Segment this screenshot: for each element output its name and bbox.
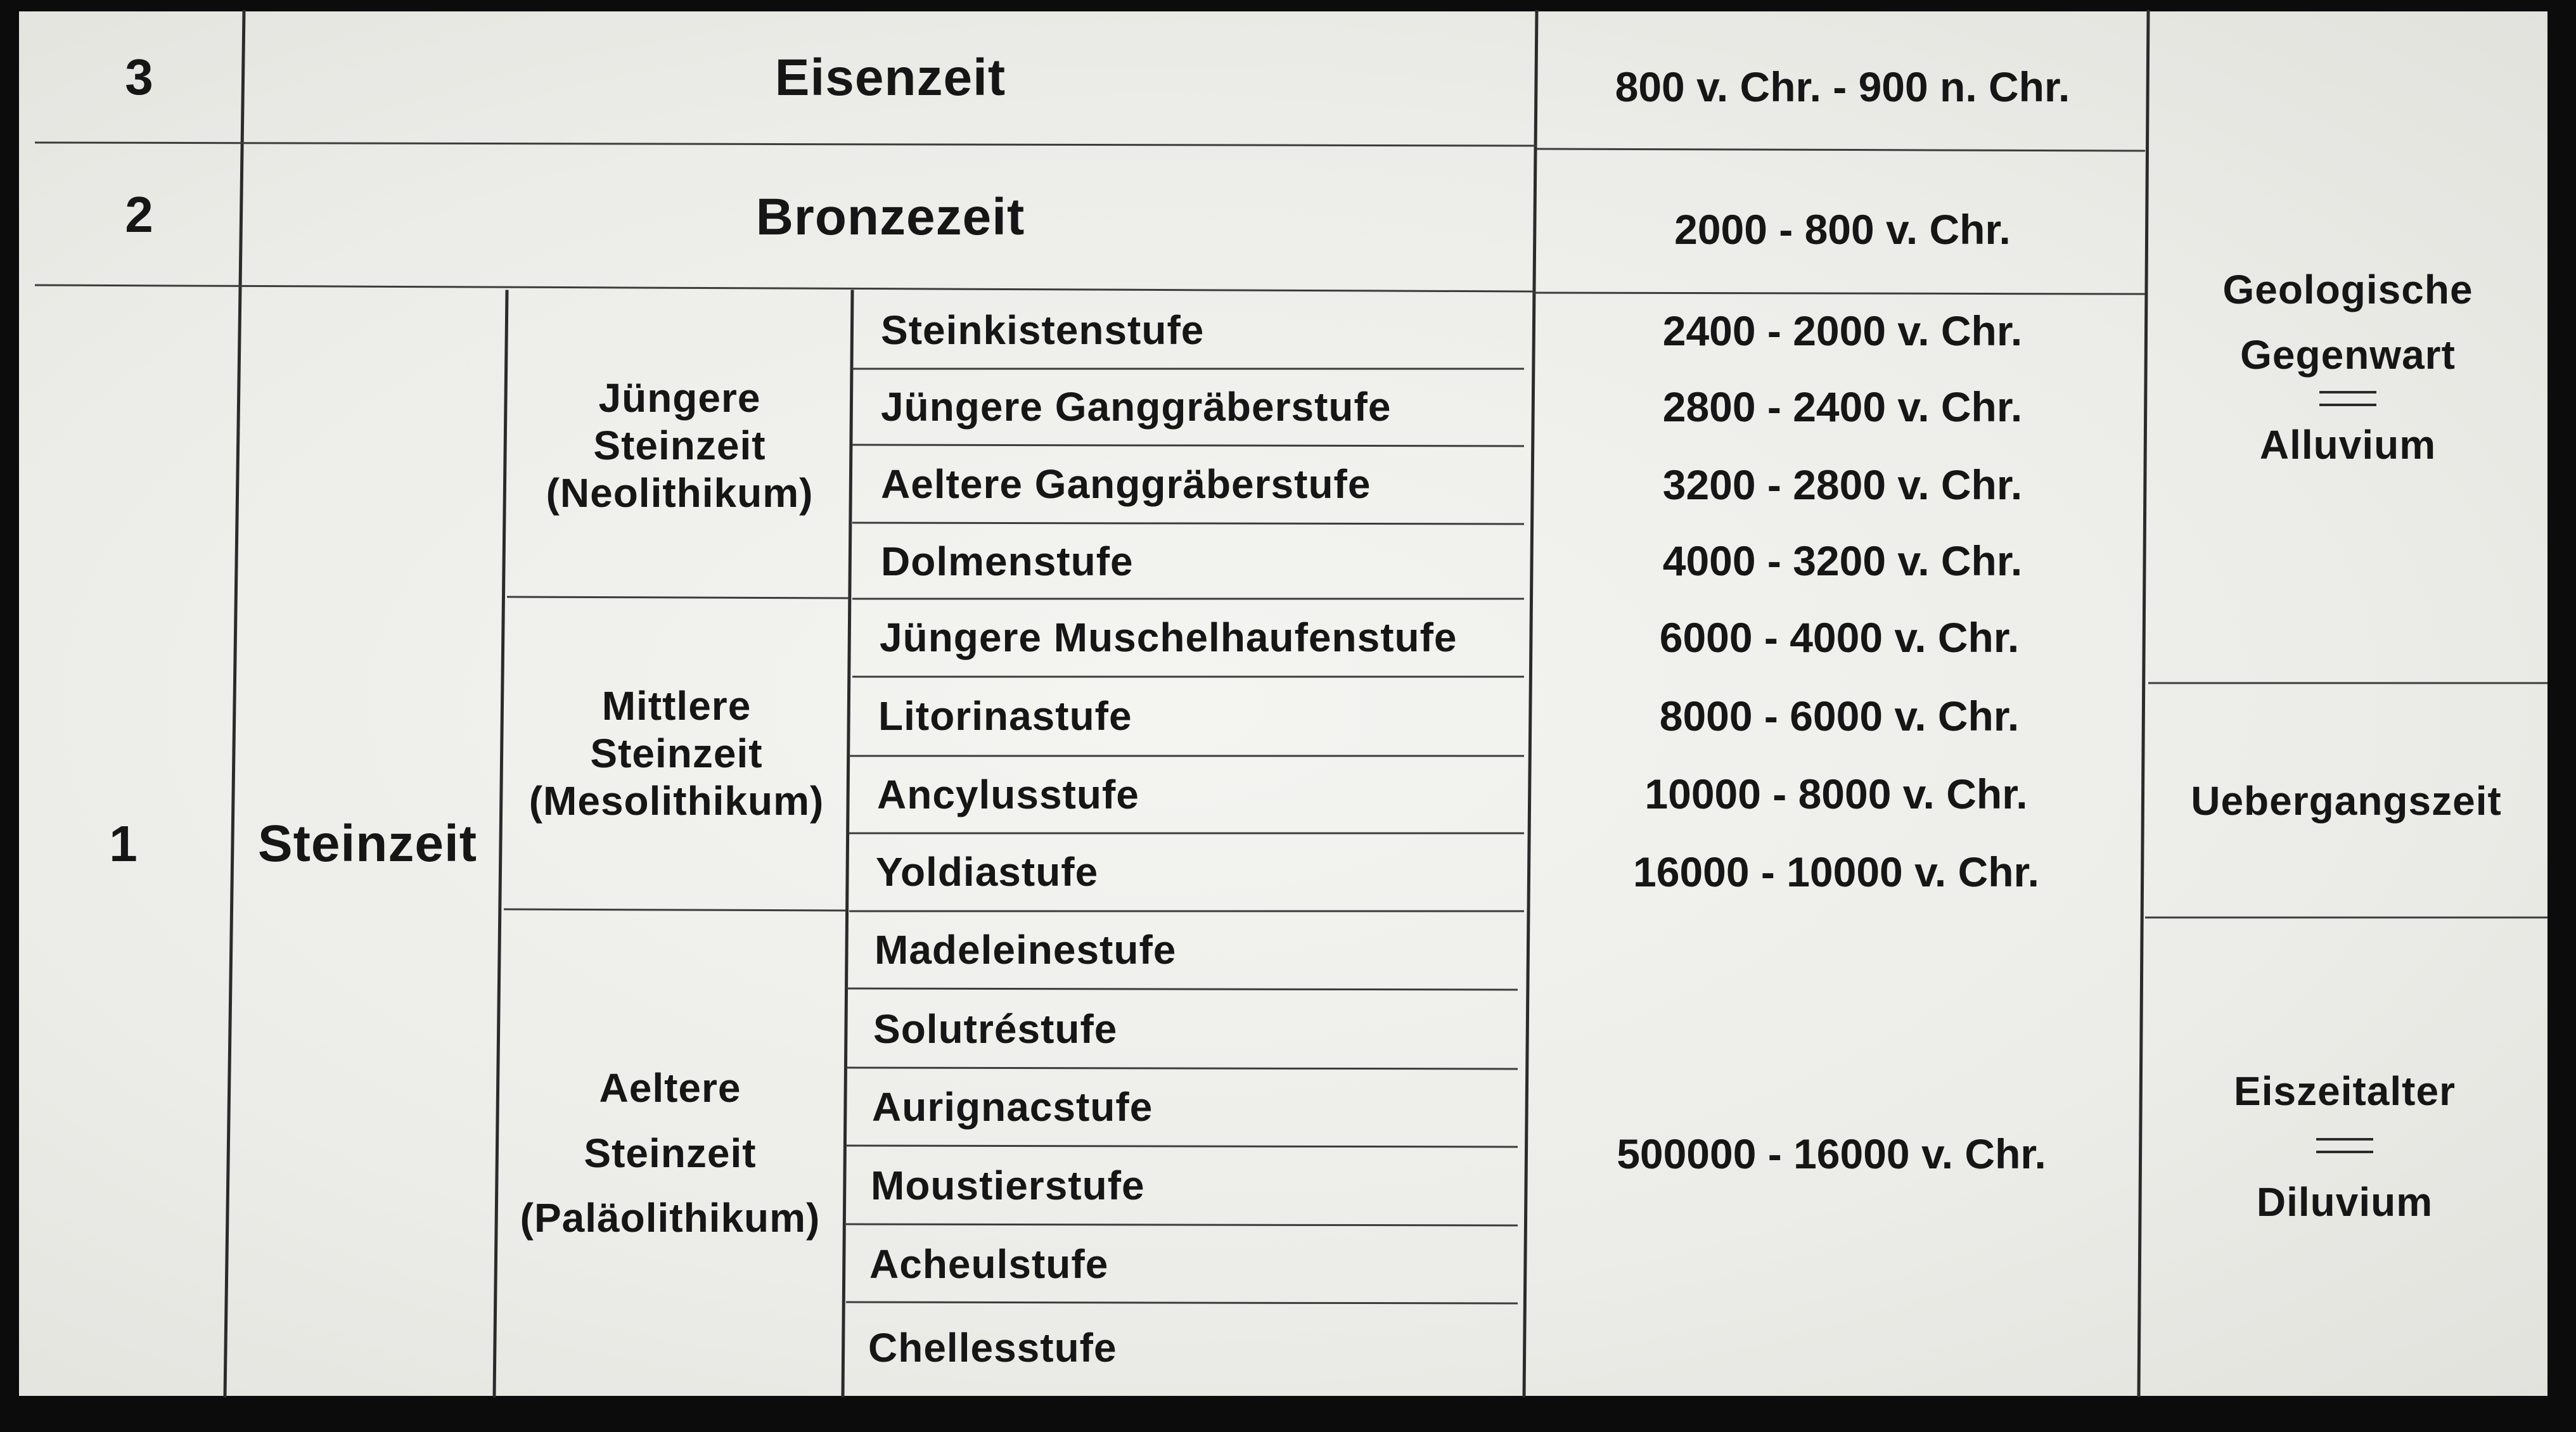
stage-date: 3200 - 2800 v. Chr. <box>1662 461 2023 508</box>
equals-sign <box>2316 1138 2373 1153</box>
period-palaeolithic-line3: (Paläolithikum) <box>520 1195 821 1241</box>
period-neolithic-line2: Steinzeit <box>593 423 766 469</box>
geology-present-line3: Alluvium <box>2259 422 2437 468</box>
stage-name: Jüngere Muschelhaufenstufe <box>880 615 1458 661</box>
stage-name: Aeltere Ganggräberstufe <box>881 461 1371 508</box>
date-bronze-age: 2000 - 800 v. Chr. <box>1674 205 2011 253</box>
period-mesolithic <box>504 598 849 909</box>
stage-name: Acheulstufe <box>869 1241 1109 1287</box>
stage-name: Ancylusstufe <box>877 771 1139 817</box>
stage-date: 6000 - 4000 v. Chr. <box>1659 613 2020 661</box>
stage-date: 2800 - 2400 v. Chr. <box>1662 383 2023 431</box>
era-iron-age: Eisenzeit <box>774 49 1006 107</box>
stage-date: 16000 - 10000 v. Chr. <box>1633 848 2039 895</box>
row-number-2: 2 <box>125 186 154 243</box>
period-mesolithic-line1: Mittlere <box>601 683 752 729</box>
stage-name: Aurignacstufe <box>872 1084 1153 1130</box>
stage-name: Madeleinestufe <box>875 927 1177 973</box>
stage-date: 4000 - 3200 v. Chr. <box>1662 537 2023 585</box>
stage-date: 10000 - 8000 v. Chr. <box>1644 770 2028 818</box>
row-number-1: 1 <box>109 815 138 872</box>
stage-name: Solutréstufe <box>873 1006 1118 1052</box>
row-number-3: 3 <box>125 48 154 105</box>
stage-name: Yoldiastufe <box>876 849 1099 895</box>
stage-name: Steinkistenstufe <box>881 307 1205 353</box>
period-neolithic-line3: (Neolithikum) <box>546 470 814 516</box>
date-palaeolithic: 500000 - 16000 v. Chr. <box>1617 1130 2046 1177</box>
period-neolithic <box>507 295 852 597</box>
geology-transition: Uebergangszeit <box>2191 777 2502 824</box>
period-mesolithic-line2: Steinzeit <box>590 731 763 777</box>
period-mesolithic-line3: (Mesolithikum) <box>529 777 824 824</box>
date-iron-age: 800 v. Chr. - 900 n. Chr. <box>1615 63 2070 110</box>
stage-name: Jüngere Ganggräberstufe <box>881 383 1392 430</box>
period-palaeolithic-line2: Steinzeit <box>584 1130 757 1176</box>
stage-name: Litorinastufe <box>878 693 1132 739</box>
geology-ice-age <box>2142 1014 2547 1280</box>
geology-ice-age-line2: Diluvium <box>2256 1179 2433 1225</box>
stage-name: Dolmenstufe <box>881 538 1134 584</box>
stage-date: 2400 - 2000 v. Chr. <box>1662 307 2023 355</box>
stage-name: Chellesstufe <box>868 1324 1117 1371</box>
geology-present-line1: Geologische <box>2222 267 2473 313</box>
geology-present <box>2148 190 2547 545</box>
period-palaeolithic-line1: Aeltere <box>599 1065 741 1111</box>
stage-date: 8000 - 6000 v. Chr. <box>1659 692 2020 739</box>
era-stone-age: Steinzeit <box>257 814 478 873</box>
era-bronze-age: Bronzezeit <box>755 188 1025 246</box>
stage-name: Moustierstufe <box>871 1163 1145 1209</box>
geology-ice-age-line1: Eiszeitalter <box>2234 1068 2456 1115</box>
equals-sign <box>2319 391 2376 406</box>
period-neolithic-line1: Jüngere <box>598 375 761 421</box>
period-palaeolithic <box>497 911 843 1396</box>
geology-present-line2: Gegenwart <box>2240 331 2456 378</box>
